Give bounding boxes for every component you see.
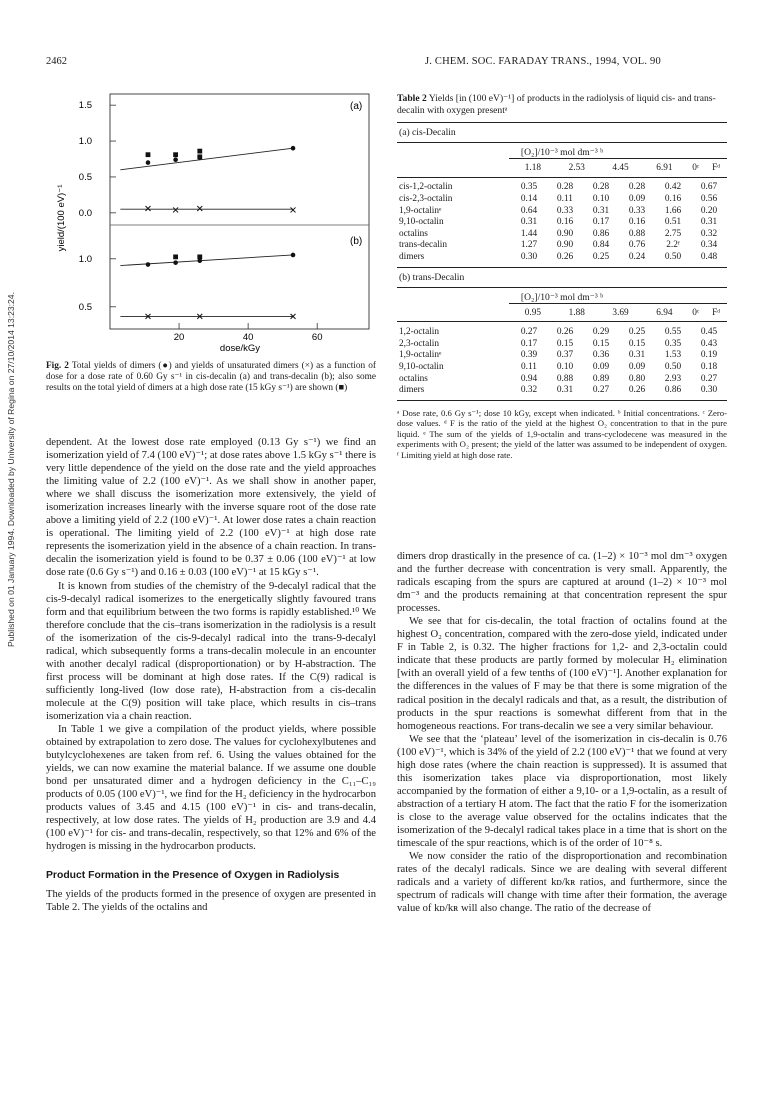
- table-b-cell: 0.80: [628, 373, 646, 384]
- table-b-row-label: 1,9-octalinᵉ: [399, 350, 442, 361]
- table-b-cell: 0.18: [700, 361, 718, 372]
- table-a-cell: 0.34: [700, 240, 718, 251]
- table-a-cell: 1.27: [520, 240, 538, 251]
- table-b-cell: 0.30: [700, 385, 718, 396]
- table-row: [397, 216, 727, 228]
- table-a-row-label: octalins: [399, 228, 428, 239]
- table-a-cell: 0.24: [628, 251, 646, 262]
- y-tick-label: 0.5: [78, 301, 92, 313]
- table-a-cell: 0.33: [556, 205, 574, 216]
- table-a-cell: 0.31: [520, 217, 538, 228]
- table-b-col-header: Fᵈ: [712, 307, 721, 318]
- table-b-cell: 0.31: [628, 350, 646, 361]
- table-a-cell: 0.50: [664, 251, 682, 262]
- table-b-cell: 0.39: [520, 350, 538, 361]
- data-point-dot: [173, 260, 178, 265]
- table-a-col-header: 6.91: [656, 162, 673, 173]
- paragraph: We see that the ‘plateau’ level of the isomerization in cis-decalin is 0.76 (100 eV)⁻¹, which is 34% of the yield of 2.2 (100 eV)⁻¹ that we found at very high dose rates (where the chain reaction is suppressed). It is assumed that this isomerization takes place via disproportionation, most likely accompanied by the formation of either a 9,10- or a 1,9-octalin, as a result of abstraction of a tertiary H atom. The fact that the ratio F for the isomerization is close to the average value observed for the octalins indicates that the isomerization of the 9-decalyl radical takes place in a time that is short on the timescale of the spur reactions, which is of the order of 10⁻⁸ s.: [397, 733, 727, 850]
- table-a-cell: 0.25: [592, 251, 610, 262]
- table-a-cell: 0.26: [556, 251, 574, 262]
- table-b-cell: 0.29: [592, 327, 610, 338]
- data-point-square: [197, 149, 202, 154]
- table-a-cell: 0.67: [700, 182, 718, 193]
- table-b-cell: 0.43: [700, 338, 718, 349]
- table-a-cell: 0.31: [700, 217, 718, 228]
- table-b-cell: 0.26: [556, 327, 574, 338]
- table-b-row-label: 1,2-octalin: [399, 327, 440, 338]
- running-head: J. CHEM. SOC. FARADAY TRANS., 1994, VOL. 90: [425, 56, 661, 67]
- table-row: [397, 228, 727, 240]
- table-b-cell: 0.11: [521, 361, 537, 372]
- y-tick-label: 0.5: [78, 171, 92, 183]
- table-a-cell: 0.86: [592, 228, 610, 239]
- paragraph: We now consider the ratio of the disproportionation and recombination rates of the decalyl radicals. Since we are dealing with several different radicals and a variety of different kᴅ/kʀ ratios, and furthermore, since the spectrum of radicals will change with time after their formation, the average value of kᴅ/kʀ will also change. The ratio of the decrease of: [397, 851, 727, 915]
- table-a-cell: 0.48: [700, 251, 718, 262]
- table-b-cell: 0.36: [592, 350, 610, 361]
- table-a-cell: 0.10: [592, 193, 610, 204]
- table-b: [397, 307, 727, 319]
- table-b-cell: 0.26: [628, 385, 646, 396]
- data-point-dot: [291, 253, 296, 258]
- table-b-cell: 0.31: [556, 385, 574, 396]
- data-point-cross: [145, 206, 150, 211]
- data-point-square: [173, 152, 178, 157]
- table-a-cell: 1.44: [520, 228, 538, 239]
- table-b-cell: 1.53: [664, 350, 682, 361]
- table-b-cell: 0.94: [520, 373, 538, 384]
- y-tick-label: 1.0: [78, 136, 92, 148]
- paragraph: dimers drop drastically in the presence of ca. (1–2) × 10⁻³ mol dm⁻³ oxygen and the further decrease with concentration is very small. Apparently, the radicals escaping from the spurs are captured at around (1–2) × 10⁻³ mol dm⁻³ and the products remaining at that concentration represent the spur processes.: [397, 551, 727, 615]
- table-a-cell: 0.11: [557, 193, 573, 204]
- table-row: [397, 373, 727, 385]
- page-number: 2462: [46, 56, 67, 67]
- table-b-row-label: dimers: [399, 385, 425, 396]
- table-row: [397, 361, 727, 373]
- table-a-cell: 0.16: [556, 217, 574, 228]
- table-b-col-header: 3.69: [612, 307, 629, 318]
- paragraph: dependent. At the lowest dose rate employed (0.13 Gy s⁻¹) we find an isomerization yield of 7.4 (100 eV)⁻¹; at dose rates above 1.5 kGy s⁻¹ there is very little dependence of the yield on the dose rate and the yield approaches the limiting value of 2.2 (100 eV)⁻¹. As we shall show in another paper, where we shall discuss the isomerization more extensively, the yield of isomerization increases linearly with the inverse square root of the dose rate above a limiting yield of 2.2 (100 eV)⁻¹. At lower dose rates a chain reaction is operational. The limiting yield of 2.2 (100 eV)⁻¹ at high dose rate represents the isomerization yield in the absence of a chain reaction. In trans-decalin the isomerization yield is found to be 0.37 ± 0.06 (100 eV)⁻¹ at low dose rate (0.6 Gy s⁻¹) and 0.16 ± 0.03 (100 eV)⁻¹ at 15 kGy s⁻¹.: [46, 437, 376, 579]
- table-2: [397, 93, 727, 460]
- table-row: [397, 193, 727, 205]
- table-b-cell: 0.27: [700, 373, 718, 384]
- table-b-cell: 0.45: [700, 327, 718, 338]
- table-row: [397, 338, 727, 350]
- table-row: [397, 240, 727, 252]
- y-tick-label: 1.5: [78, 100, 92, 112]
- panel-a-label: (a): [350, 101, 363, 112]
- table-b-col-header: 1.88: [568, 307, 585, 318]
- paragraph: We see that for cis-decalin, the total fraction of octalins found at the highest O₂ concentration, compared with the zero-dose yield, indicated under F in Table 2, is 0.32. The higher fractions for 1,2- and 2,3-octalin could indicate that these products are partly formed by molecular H₂ elimination [with an overall yield of a few tenths of (100 eV)⁻¹]. Another explanation for the differences in the values of F may be that there is some migration of the radical position in the decalyl radicals and that, as a result, the distribution of products in the spur reactions is somewhat different from that in the homogeneous reactions. For trans-decalin we see a very similar behaviour.: [397, 616, 727, 732]
- table-b-body: [397, 326, 727, 396]
- table-a-col-header: 0ᶜ: [692, 162, 700, 173]
- table-caption: [397, 93, 727, 116]
- section-heading: Product Formation in the Presence of Oxygen in Radiolysis: [46, 869, 340, 881]
- table-a-cell: 0.14: [520, 193, 538, 204]
- table-a-cell: 0.42: [664, 182, 682, 193]
- table-b-cell: 0.27: [520, 327, 538, 338]
- download-watermark: Published on 01 January 1994. Downloaded by University of Regina on 27/10/2014 13:23:24.: [6, 292, 16, 648]
- data-point-dot: [146, 262, 151, 267]
- table-b-cell: 0.32: [520, 385, 538, 396]
- left-column: [46, 436, 376, 914]
- table-a-cell: 0.16: [628, 217, 646, 228]
- table-a-cell: 0.76: [628, 240, 646, 251]
- table-a-cell: 0.09: [628, 193, 646, 204]
- table-b-cell: 0.15: [628, 338, 646, 349]
- right-column: [397, 550, 727, 915]
- table-b-row-label: octalins: [399, 373, 428, 384]
- table-a-cell: 0.20: [700, 205, 718, 216]
- table-a-cell: 0.90: [556, 228, 574, 239]
- table-a-row-label: trans-decalin: [399, 240, 448, 251]
- table-a-cell: 0.30: [520, 251, 538, 262]
- table-row: [397, 350, 727, 362]
- table-a-cell: 0.28: [628, 182, 646, 193]
- table-section-b-title: (b) trans-Decalin: [399, 271, 465, 283]
- table-caption-label: Table 2: [397, 93, 427, 104]
- table-a-cell: 0.31: [592, 205, 610, 216]
- data-point-square: [173, 254, 178, 259]
- table-a-row-label: cis-2,3-octalin: [399, 193, 453, 204]
- table-a-col-header: Fᵈ: [712, 162, 721, 173]
- table-a-col-header: 4.45: [612, 162, 629, 173]
- table-a-cell: 0.17: [592, 217, 610, 228]
- table-b-cell: 0.10: [556, 361, 574, 372]
- table-a-body: [397, 182, 727, 263]
- table-a-cell: 0.64: [520, 205, 538, 216]
- table-row: [397, 326, 727, 338]
- table-b-cell: 0.09: [628, 361, 646, 372]
- table-a-cell: 2.2ᶠ: [666, 240, 680, 251]
- plot-frame: [110, 94, 369, 329]
- table-b-col-header: 6.94: [656, 307, 673, 318]
- data-point-cross: [291, 207, 296, 212]
- data-point-cross: [197, 206, 202, 211]
- data-point-dot: [146, 160, 151, 165]
- table-a-row-label: dimers: [399, 251, 425, 262]
- table-a-col-header: 2.53: [568, 162, 585, 173]
- y-tick-label: 0.0: [78, 207, 92, 219]
- table-b-cell: 0.27: [592, 385, 610, 396]
- table-b-col-header: 0.95: [524, 307, 542, 318]
- x-tick-label: 60: [311, 332, 323, 343]
- table-a-cell: 0.28: [592, 182, 610, 193]
- y-tick-label: 1.0: [78, 253, 92, 265]
- table-a-row-label: 1,9-octalinᵉ: [399, 205, 442, 216]
- table-b-cell: 0.37: [556, 350, 574, 361]
- table-b-row-label: 9,10-octalin: [399, 361, 444, 372]
- data-point-cross: [173, 207, 178, 212]
- table-b-cell: 0.09: [592, 361, 610, 372]
- table-row: [397, 251, 727, 263]
- table-row: [397, 384, 727, 396]
- table-b-span-header: [O₂]/10⁻³ mol dm⁻³ ᵇ: [520, 291, 604, 303]
- x-axis-label: dose/kGy: [219, 343, 261, 354]
- data-point-dot: [291, 146, 296, 151]
- data-point-dot: [197, 258, 202, 263]
- table-a-cell: 0.56: [700, 193, 718, 204]
- figure-caption-text: Total yields of dimers (●) and yields of unsaturated dimers (×) as a function of dose for a dose rate of 0.60 Gy s⁻¹ in cis-decalin (a) and trans-decalin (b); also some results on the total yield of dimers at a high dose rate (15 kGy s⁻¹) are shown (■): [46, 361, 376, 394]
- paragraph: It is known from studies of the chemistry of the 9-decalyl radical that the cis-9-decalyl radical isomerizes to the energetically slightly favoured trans form and that equilibrium between the two forms is rapidly established.¹⁰ We therefore conclude that the cis–trans isomerization in the radiolysis is a result of the isomerization of the cis-9-decalyl radical into the trans-9-decalyl radical, which subsequently forms a trans-decalin molecule in an encounter with another decalyl radical (disproportionation) or by H-abstraction. The first process will be dominant at high dose rates. If the C(9) radical is sufficiently long-lived (low dose rate), H-abstraction from a cis-decalin molecule at the C(9) position will take place, which results in cis–trans isomerization via a chain reaction.: [46, 580, 376, 722]
- table-a-row-label: 9,10-octalin: [399, 217, 444, 228]
- table-b-col-header: 0ᶜ: [692, 307, 700, 318]
- table-a-span-header: [O₂]/10⁻³ mol dm⁻³ ᵇ: [520, 147, 604, 158]
- table-b-cell: 2.93: [664, 373, 682, 384]
- x-tick-label: 20: [173, 332, 185, 343]
- data-point-dot: [197, 155, 202, 160]
- table-a-cell: 0.32: [700, 228, 718, 239]
- data-point-square: [146, 152, 151, 157]
- table-b-cell: 0.15: [556, 338, 574, 349]
- table-caption-text: Yields [in (100 eV)⁻¹] of products in the radiolysis of liquid cis- and trans-decalin with oxygen presentᵃ: [397, 93, 716, 116]
- table-b-cell: 0.17: [520, 338, 538, 349]
- paragraph: The yields of the products formed in the presence of oxygen are presented in Table 2. The yields of the octalins and: [46, 888, 376, 913]
- figure-caption-label: Fig. 2: [46, 361, 69, 371]
- table-a-cell: 0.28: [556, 182, 574, 193]
- table-footnotes: ᵃ Dose rate, 0.6 Gy s⁻¹; dose 10 kGy, except when indicated. ᵇ Initial concentrations. ᶜ Zero-dose values. ᵈ F is the ratio of the yield at the highest O₂ concentration to that in the pure liquid. ᵉ The sum of the yields of 1,9-octalin and trans-cyclodecene was measured in the experiments with O₂ present; the yield of the latter was assumed to be independent of oxygen. ᶠ Limiting yield at high dose rate.: [397, 407, 727, 460]
- x-tick-label: 40: [242, 332, 254, 343]
- table-b-cell: 0.15: [592, 338, 610, 349]
- table-a-cell: 0.35: [520, 182, 538, 193]
- data-point-dot: [173, 157, 178, 162]
- paragraph: In Table 1 we give a compilation of the product yields, where possible obtained by extrapolation to zero dose. The values for cyclohexylbutenes and butylcyclohexenes are taken from ref. 6. Using the values obtained for the yields, we can now examine the material balance. If we assume one double bond per unsaturated dimer and a hydrogen deficiency in the C₁₁–C₁₉ products of 0.05 (100 eV)⁻¹, we find for the H₂ deficiency in the hydrocarbon products values of 3.45 and 4.15 (100 eV)⁻¹ in cis- and trans-decalin, respectively, at low dose rates. The yields of H₂ production are 3.9 and 4.4 (100 eV)⁻¹ for cis- and trans-decalin, respectively, so that 12% and 6% of the hydrogen is missing in the hydrocarbon products.: [46, 724, 376, 853]
- figure-2: [40, 88, 380, 358]
- table-b-cell: 0.86: [664, 385, 682, 396]
- table-b-cell: 0.89: [592, 373, 610, 384]
- table-a: [397, 162, 727, 174]
- table-a-row-label: cis-1,2-octalin: [399, 182, 453, 193]
- table-a-cell: 0.88: [628, 228, 646, 239]
- table-a-cell: 0.51: [664, 217, 682, 228]
- table-a-cell: 1.66: [664, 205, 682, 216]
- table-b-cell: 0.50: [664, 361, 682, 372]
- table-b-row-label: 2,3-octalin: [399, 338, 440, 349]
- figure-2-plot: [40, 88, 380, 358]
- table-a-col-header: 1.18: [524, 162, 542, 173]
- table-b-cell: 0.19: [700, 350, 718, 361]
- table-row: [397, 205, 727, 217]
- table-b-cell: 0.88: [556, 373, 574, 384]
- panel-b-label: (b): [350, 236, 363, 247]
- table-b-cell: 0.25: [628, 327, 646, 338]
- table-a-cell: 2.75: [664, 228, 682, 239]
- fit-line: [120, 148, 293, 170]
- table-a-cell: 0.90: [556, 240, 574, 251]
- table-a-cell: 0.16: [664, 193, 682, 204]
- table-b-cell: 0.35: [664, 338, 682, 349]
- table-section-a-title: (a) cis-Decalin: [399, 127, 456, 138]
- table-a-cell: 0.33: [628, 205, 646, 216]
- table-a-cell: 0.84: [592, 240, 610, 251]
- table-b-cell: 0.55: [664, 327, 682, 338]
- table-row: [397, 182, 727, 194]
- y-axis-label: yield/(100 eV)⁻¹: [56, 184, 67, 252]
- figure-caption: [46, 361, 376, 395]
